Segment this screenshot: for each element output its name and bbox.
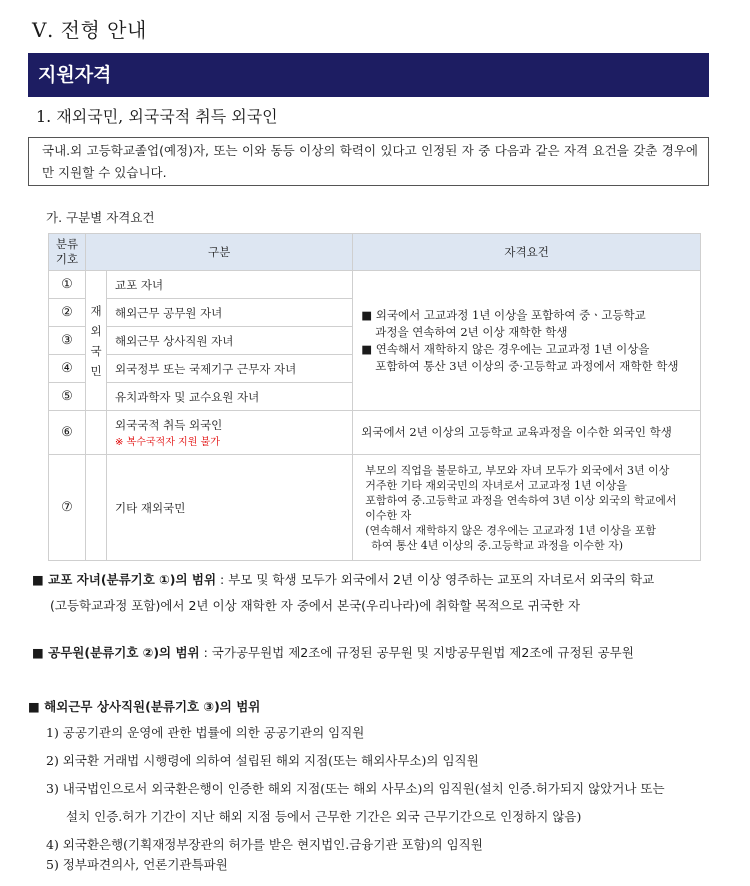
row-category: 교포 자녀: [107, 271, 353, 299]
section-title: Ⅴ. 전형 안내: [32, 18, 147, 42]
scope1-cont: (고등학교과정 포함)에서 2년 이상 재학한 자 중에서 본국(우리나라)에 취학할 목적으로 귀국한 자: [50, 598, 581, 613]
list-item: 설치 인증.허가 기간이 지난 해외 지점 등에서 근무한 기간은 외국 근무기간으로 인정하지 않음): [66, 809, 582, 824]
scope1-text: : 부모 및 학생 모두가 외국에서 2년 이상 영주하는 교포의 자녀로서 외국의 학교: [220, 572, 655, 587]
table-row: [49, 455, 701, 561]
notice-box: 국내.외 고등학교졸업(예정)자, 또는 이와 동등 이상의 학력이 있다고 인정된 자 중 다음과 같은 자격 요건을 갖춘 경우에만 지원할 수 있습니다.: [28, 137, 709, 186]
row-code: ⑤: [49, 383, 86, 411]
header-requirements: 자격요건: [353, 234, 701, 271]
group-spacer: [86, 455, 107, 561]
req-line: 포함하여 중.고등학교 과정을 연속하여 3년 이상 외국의 학교에서: [365, 493, 677, 507]
row-code: ①: [49, 271, 86, 299]
group-label-char: 재: [90, 303, 102, 318]
row-category: [107, 411, 353, 455]
list-item: 3) 내국법인으로서 외국환은행이 인증한 해외 지점(또는 해외 사무소)의 임직원(설치 인증.허가되지 않았거나 또는: [46, 781, 665, 796]
group-label: [86, 271, 107, 411]
row-code: ⑥: [49, 411, 86, 455]
row-category: 해외근무 상사직원 자녀: [107, 327, 353, 355]
row-category: 해외근무 공무원 자녀: [107, 299, 353, 327]
req-line: 부모의 직업을 불문하고, 부모와 자녀 모두가 외국에서 3년 이상: [365, 463, 670, 477]
req-line: ■ 외국에서 고교과정 1년 이상을 포함하여 중ㆍ고등학교: [361, 307, 646, 322]
req-line: 과정을 연속하여 2년 이상 재학한 학생: [375, 324, 568, 339]
scope3-heading: [28, 694, 260, 720]
row-category: 기타 재외국민: [107, 455, 353, 561]
table-row: [49, 411, 701, 455]
req-line: 하여 통산 4년 이상의 중.고등학교 과정을 이수한 자): [371, 538, 624, 552]
scope3-heading-text: ■ 해외근무 상사직원(분류기호 ③)의 범위: [28, 699, 261, 714]
req-line: ■ 연속해서 재학하지 않은 경우에는 고교과정 1년 이상을: [361, 341, 650, 356]
requirements-6: 외국에서 2년 이상의 고등학교 교육과정을 이수한 외국인 학생: [353, 411, 701, 455]
req-line: 거주한 기타 재외국민의 자녀로서 고교과정 1년 이상을: [365, 478, 627, 492]
req-line: (연속해서 재학하지 않은 경우에는 고교과정 1년 이상을 포함: [365, 523, 657, 537]
list-item: 5) 정부파견의사, 언론기관특파원: [46, 857, 228, 872]
group-spacer: [86, 411, 107, 455]
row6-name: 외국국적 취득 외국인: [115, 418, 223, 432]
requirements-7: [353, 455, 701, 561]
group-label-char: 외: [90, 323, 102, 338]
scope1-heading: ■ 교포 자녀(분류기호 ①)의 범위: [32, 572, 217, 587]
scope2-heading: ■ 공무원(분류기호 ②)의 범위: [32, 645, 200, 660]
subsection-title: 1. 재외국민, 외국국적 취득 외국인: [36, 107, 278, 126]
scope-civil-servant: [32, 640, 634, 666]
header-code: [49, 234, 86, 271]
group-label-char: 국: [90, 343, 102, 358]
scope2-text: : 국가공무원법 제2조에 규정된 공무원 및 지방공무원법 제2조에 규정된 공무원: [203, 645, 634, 660]
header-code-l2: 기호: [55, 252, 79, 266]
req-line: 포함하여 통산 3년 이상의 중·고등학교 과정에서 재학한 학생: [375, 358, 679, 373]
req-line: 이수한 자: [365, 508, 412, 522]
eligibility-table: [48, 233, 701, 561]
row-code: ③: [49, 327, 86, 355]
list-item: 1) 공공기관의 운영에 관한 법률에 의한 공공기관의 임직원: [46, 725, 365, 740]
requirements-1-5: [353, 271, 701, 411]
table-row: [49, 271, 701, 299]
section-banner: 지원자격: [28, 53, 709, 97]
multi-nationality-note: ※ 복수국적자 지원 불가: [115, 437, 220, 448]
table-caption: 가. 구분별 자격요건: [46, 210, 155, 225]
scope3-list: [46, 719, 665, 879]
header-category: 구분: [86, 234, 353, 271]
list-item: 4) 외국환은행(기획재정부장관의 허가를 받은 현지법인.금융기관 포함)의 임직원: [46, 837, 483, 852]
scope-overseas-koreans: [32, 567, 654, 619]
row-code: ⑦: [49, 455, 86, 561]
list-item: 2) 외국환 거래법 시행령에 의하여 설립된 해외 지점(또는 해외사무소)의 임직원: [46, 753, 479, 768]
row-category: 유치과학자 및 교수요원 자녀: [107, 383, 353, 411]
row-code: ②: [49, 299, 86, 327]
header-code-l1: 분류: [55, 237, 79, 251]
row-category: 외국정부 또는 국제기구 근무자 자녀: [107, 355, 353, 383]
row-code: ④: [49, 355, 86, 383]
group-label-char: 민: [90, 363, 102, 378]
